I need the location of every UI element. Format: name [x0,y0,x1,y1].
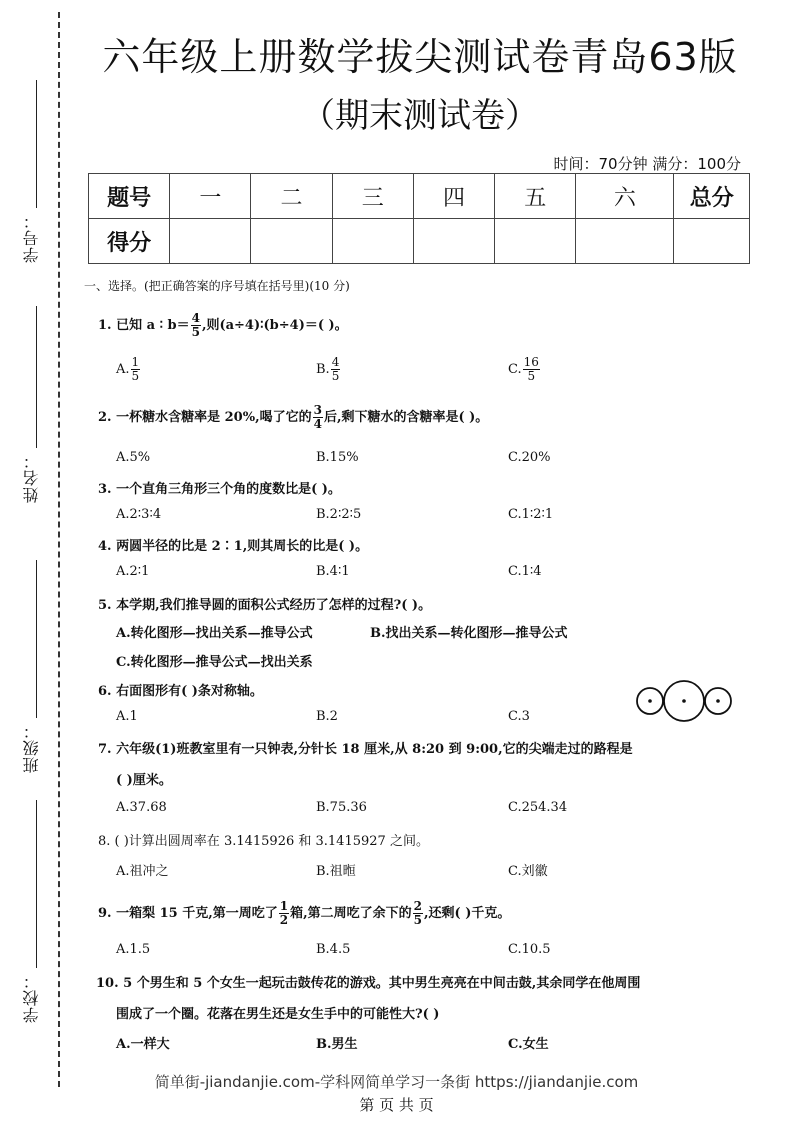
option-a[interactable]: A.祖冲之 [116,864,169,879]
option-b[interactable]: B.祖暅 [316,864,356,879]
option-b[interactable]: B.15% [316,450,359,465]
question-text: 1. 已知 a ∶ b＝ [98,318,190,333]
option-c[interactable] [508,356,541,383]
question-9 [98,900,510,927]
question-10-cont: 围成了一个圈。花落在男生还是女生手中的可能性大?( ) [116,1007,440,1022]
option-c[interactable]: C.转化图形—推导公式—找出关系 [116,655,313,670]
section-title: 一、选择。(把正确答案的序号填在括号里)(10 分) [84,279,350,293]
option-a[interactable]: A.1 [116,709,138,724]
school-field[interactable] [36,800,37,968]
header-cell: 六 [576,174,674,219]
option-b[interactable]: B.男生 [316,1037,358,1052]
score-table-score-row [89,219,750,264]
question-7-cont: ( )厘米。 [116,773,172,788]
score-cell[interactable] [576,219,674,264]
student-id-label: 学号： [22,212,41,263]
score-cell[interactable] [495,219,576,264]
option-c[interactable]: C.1∶4 [508,564,542,579]
option-c[interactable]: C.10.5 [508,942,551,957]
question-text: 2. 一杯糖水含糖率是 20%,喝了它的 [98,410,312,425]
class-label: 班级： [22,722,41,773]
option-b[interactable]: B.75.36 [316,800,367,815]
option-b[interactable]: B.2 [316,709,338,724]
option-c[interactable]: C.254.34 [508,800,568,815]
header-cell: 题号 [89,174,170,219]
question-text: ,则(a÷4)∶(b÷4)＝( )。 [201,318,348,333]
question-3: 3. 一个直角三角形三个角的度数比是( )。 [98,482,341,497]
option-b[interactable]: B.4∶1 [316,564,350,579]
option-c[interactable]: C.1∶2∶1 [508,507,554,522]
question-text: 后,剩下糖水的含糖率是( )。 [323,410,489,425]
header-cell: 二 [251,174,332,219]
option-label: B. [316,362,330,377]
school-label: 学校： [22,972,41,1023]
score-cell[interactable] [251,219,332,264]
numerator: 1 [279,899,289,913]
page-subtitle: （期末测试卷） [301,96,539,136]
score-cell[interactable] [332,219,413,264]
header-cell: 一 [170,174,251,219]
numerator: 1 [131,355,140,369]
option-label: A. [116,362,130,377]
option-a[interactable]: A.2∶3∶4 [116,507,162,522]
fraction [331,356,341,383]
row-label: 得分 [89,219,170,264]
fraction [413,900,423,927]
option-b[interactable]: B.找出关系—转化图形—推导公式 [370,626,568,641]
header-cell: 总分 [674,174,750,219]
question-5: 5. 本学期,我们推导圆的面积公式经历了怎样的过程?( )。 [98,598,432,613]
header-cell: 四 [413,174,494,219]
denominator: 2 [279,913,289,927]
watermark-text: 简单街-jiandanjie.com-学科网简单学习一条街 https://jiandanjie.com [154,1073,639,1091]
option-a[interactable]: A.1.5 [116,942,151,957]
denominator: 5 [413,913,423,927]
exam-meta: 时间：70分钟 满分：100分 [553,155,741,173]
score-table-header-row [89,174,750,219]
header-cell: 三 [332,174,413,219]
page-number: 第 页 共 页 [359,1096,434,1114]
question-4: 4. 两圆半径的比是 2∶1,则其周长的比是( )。 [98,539,369,554]
header-cell: 五 [495,174,576,219]
fraction [279,900,289,927]
question-1 [98,312,348,339]
option-a[interactable]: A.一样大 [116,1037,170,1052]
fraction [523,356,540,383]
option-label: C. [508,362,522,377]
class-field[interactable] [36,560,37,718]
numerator: 3 [313,403,322,417]
binding-dashed-line [58,12,60,1087]
fraction [191,312,201,339]
option-c[interactable]: C.3 [508,709,530,724]
denominator: 5 [191,325,200,339]
option-a[interactable]: A.2∶1 [116,564,150,579]
question-7: 7. 六年级(1)班教室里有一只钟表,分针长 18 厘米,从 8:20 到 9:00,它的尖端走过的路程是 [98,742,633,757]
numerator: 2 [413,899,423,913]
score-table [88,173,750,264]
option-a[interactable]: A.37.68 [116,800,167,815]
option-a[interactable]: A.转化图形—找出关系—推导公式 [116,626,313,641]
option-c[interactable]: C.女生 [508,1037,549,1052]
page-title: 六年级上册数学拔尖测试卷青岛63版 [102,35,738,79]
option-a[interactable] [116,356,141,383]
three-circles-figure [636,680,736,722]
question-10: 10. 5 个男生和 5 个女生一起玩击鼓传花的游戏。其中男生亮亮在中间击鼓,其余同学在他周围 [96,976,641,991]
score-cell[interactable] [674,219,750,264]
fraction [313,404,323,431]
question-text: 9. 一箱梨 15 千克,第一周吃了 [98,906,278,921]
question-text: 箱,第二周吃了余下的 [290,906,412,921]
score-cell[interactable] [170,219,251,264]
option-c[interactable]: C.20% [508,450,551,465]
question-2 [98,404,488,431]
option-b[interactable]: B.2∶2∶5 [316,507,362,522]
denominator: 5 [331,369,340,383]
numerator: 4 [331,355,340,369]
option-b[interactable]: B.4.5 [316,942,351,957]
numerator: 4 [191,311,200,325]
option-c[interactable]: C.刘徽 [508,864,548,879]
question-text: ,还剩( )千克。 [424,906,511,921]
option-a[interactable]: A.5% [116,450,151,465]
denominator: 5 [527,369,536,383]
question-6: 6. 右面图形有( )条对称轴。 [98,684,263,699]
denominator: 5 [131,369,140,383]
name-label: 姓名： [22,452,41,503]
denominator: 4 [313,417,322,431]
question-8: 8. ( )计算出圆周率在 3.1415926 和 3.1415927 之间。 [98,834,429,849]
numerator: 16 [523,355,539,369]
option-b[interactable] [316,356,341,383]
score-cell[interactable] [413,219,494,264]
fraction [131,356,141,383]
name-field[interactable] [36,306,37,448]
student-id-field[interactable] [36,80,37,208]
